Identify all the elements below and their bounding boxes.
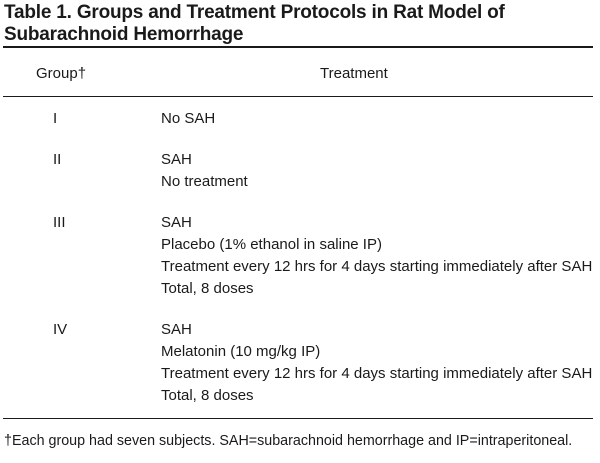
treatment-cell (161, 212, 600, 300)
column-header-group: Group† (36, 65, 87, 82)
treatment-line: Placebo (1% ethanol in saline IP) (161, 236, 382, 253)
treatment-cell (161, 319, 600, 407)
group-label: I (53, 110, 58, 127)
table-row (0, 319, 600, 407)
bottom-rule (3, 418, 593, 419)
table-title-line-1: Table 1. Groups and Treatment Protocols in Rat Model of (4, 2, 505, 23)
treatment-line: Total, 8 doses (161, 387, 254, 404)
treatment-line: Treatment every 12 hrs for 4 days starting immediately after SAH (161, 365, 593, 382)
table-body (0, 108, 600, 426)
table-row (0, 149, 600, 193)
table-row (0, 212, 600, 300)
table-footnote: †Each group had seven subjects. SAH=subarachnoid hemorrhage and IP=intraperitoneal. (4, 433, 573, 449)
treatment-line: SAH (161, 214, 192, 231)
group-label: IV (53, 321, 68, 338)
treatment-line: Total, 8 doses (161, 280, 254, 297)
treatment-cell (161, 108, 600, 130)
group-label: III (53, 214, 66, 231)
treatment-line: No treatment (161, 173, 248, 190)
group-label: II (53, 151, 62, 168)
top-rule (3, 46, 593, 48)
table-title-line-2: Subarachnoid Hemorrhage (4, 24, 244, 45)
table-row (0, 108, 600, 130)
treatment-line: Melatonin (10 mg/kg IP) (161, 343, 321, 360)
treatment-line: No SAH (161, 110, 216, 127)
treatment-cell (161, 149, 600, 193)
header-rule (3, 96, 593, 97)
treatment-line: Treatment every 12 hrs for 4 days starting immediately after SAH (161, 258, 593, 275)
table-title (4, 2, 594, 46)
column-header-treatment: Treatment (320, 65, 388, 82)
treatment-line: SAH (161, 151, 192, 168)
treatment-line: SAH (161, 321, 192, 338)
